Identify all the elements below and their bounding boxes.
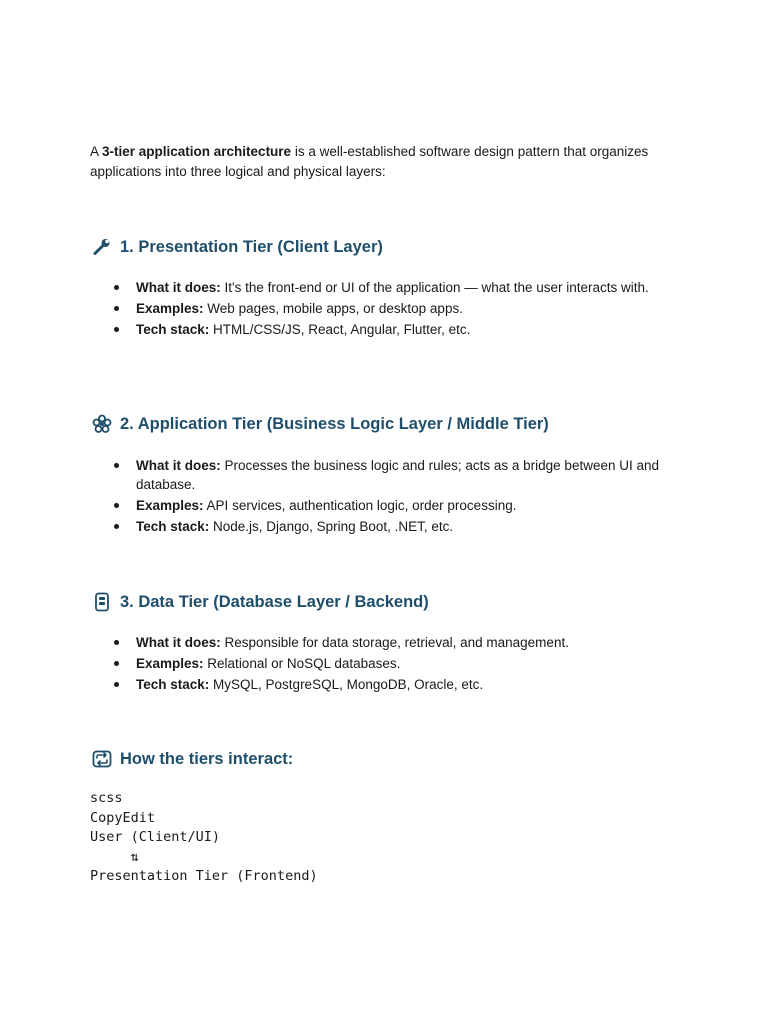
intro-prefix: A bbox=[90, 144, 103, 159]
gear-cluster-icon bbox=[92, 414, 112, 434]
list-item bbox=[136, 320, 676, 339]
item-label: What it does: bbox=[136, 458, 221, 473]
intro-suffix: is a well-established software design pattern that organizes applications into three logical and physical layers: bbox=[90, 144, 649, 179]
item-label: Examples: bbox=[136, 498, 204, 513]
code-line: scss bbox=[90, 790, 123, 806]
database-file-icon bbox=[92, 592, 112, 612]
item-text: Processes the business logic and rules; acts as a bridge between UI and database. bbox=[136, 458, 659, 492]
item-text: Node.js, Django, Spring Boot, .NET, etc. bbox=[209, 519, 454, 534]
list-item bbox=[136, 633, 676, 652]
item-text: HTML/CSS/JS, React, Angular, Flutter, etc. bbox=[209, 322, 471, 337]
list-item bbox=[136, 654, 676, 673]
list-item bbox=[136, 517, 676, 536]
bullet-list-presentation bbox=[136, 278, 676, 341]
repeat-arrows-icon bbox=[92, 749, 112, 769]
intro-bold: 3-tier application architecture bbox=[102, 144, 292, 159]
code-line: ⇅ bbox=[90, 848, 139, 865]
list-item bbox=[136, 456, 676, 494]
item-label: Tech stack: bbox=[136, 677, 210, 692]
bullet-list-application bbox=[136, 456, 676, 538]
item-text: Relational or NoSQL databases. bbox=[203, 656, 401, 671]
section-heading-application bbox=[92, 412, 549, 436]
item-text: MySQL, PostgreSQL, MongoDB, Oracle, etc. bbox=[209, 677, 484, 692]
section-title: 2. Application Tier (Business Logic Layer / Middle Tier) bbox=[120, 414, 549, 433]
item-text: API services, authentication logic, order processing. bbox=[203, 498, 517, 513]
section-title: 1. Presentation Tier (Client Layer) bbox=[120, 237, 383, 256]
section-title: 3. Data Tier (Database Layer / Backend) bbox=[120, 592, 429, 611]
item-text: It's the front-end or UI of the application — what the user interacts with. bbox=[220, 280, 649, 295]
item-text: Responsible for data storage, retrieval, and management. bbox=[220, 635, 569, 650]
code-line: User (Client/UI) bbox=[90, 829, 221, 845]
section-heading-data bbox=[92, 590, 429, 614]
item-text: Web pages, mobile apps, or desktop apps. bbox=[203, 301, 463, 316]
item-label: Tech stack: bbox=[136, 322, 210, 337]
item-label: Examples: bbox=[136, 656, 204, 671]
list-item bbox=[136, 299, 676, 318]
item-label: Tech stack: bbox=[136, 519, 210, 534]
list-item bbox=[136, 675, 676, 694]
section-title: How the tiers interact: bbox=[120, 749, 294, 768]
list-item bbox=[136, 278, 676, 297]
wrench-icon bbox=[92, 237, 112, 257]
section-heading-presentation bbox=[92, 235, 383, 259]
code-line: Presentation Tier (Frontend) bbox=[90, 868, 318, 884]
item-label: What it does: bbox=[136, 280, 221, 295]
bullet-list-data bbox=[136, 633, 676, 696]
list-item bbox=[136, 496, 676, 515]
item-label: What it does: bbox=[136, 635, 221, 650]
intro-paragraph bbox=[90, 142, 670, 182]
code-line: CopyEdit bbox=[90, 809, 156, 826]
code-block bbox=[90, 789, 318, 887]
item-label: Examples: bbox=[136, 301, 204, 316]
section-heading-interact bbox=[92, 747, 293, 771]
